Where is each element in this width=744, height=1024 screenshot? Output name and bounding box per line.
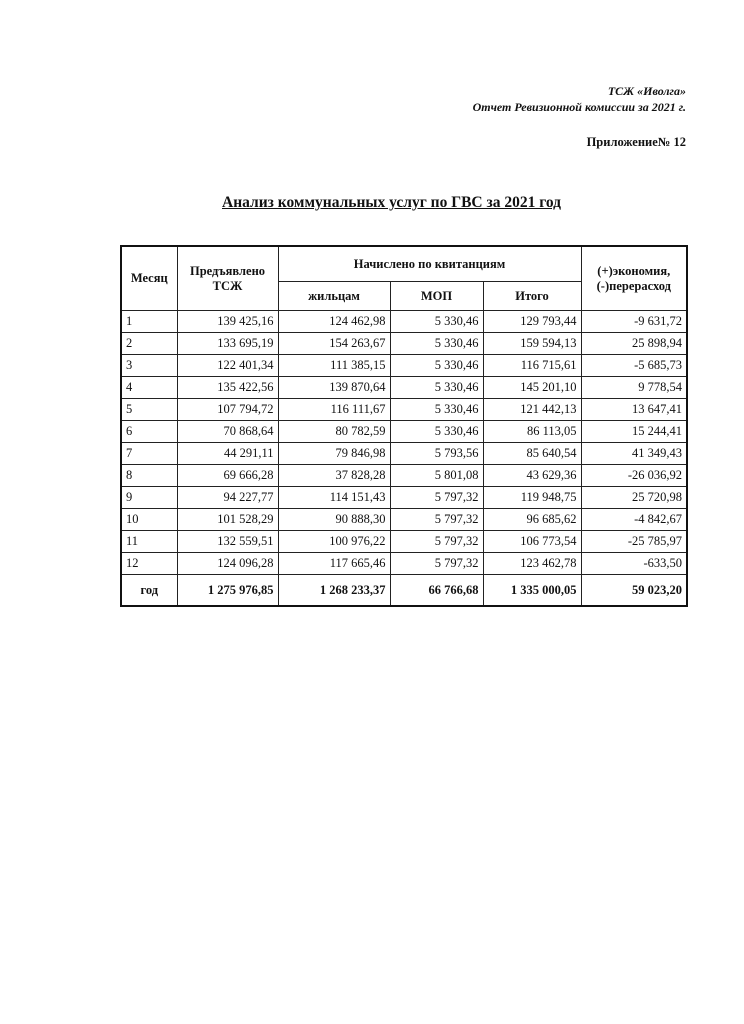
cell-residents: 80 782,59 [278,421,390,443]
cell-diff: 25 898,94 [581,333,687,355]
header-mop: МОП [390,282,483,311]
table-row [121,465,687,487]
cell-mop: 5 797,32 [390,487,483,509]
utility-table [120,245,688,607]
cell-mop: 5 797,32 [390,509,483,531]
cell-diff: -9 631,72 [581,311,687,333]
cell-residents: 111 385,15 [278,355,390,377]
cell-mop: 5 330,46 [390,377,483,399]
cell-total: 86 113,05 [483,421,581,443]
table-row [121,333,687,355]
cell-residents: 139 870,64 [278,377,390,399]
cell-diff: 15 244,41 [581,421,687,443]
cell-residents: 79 846,98 [278,443,390,465]
cell-presented: 139 425,16 [177,311,278,333]
cell-presented: 101 528,29 [177,509,278,531]
cell-total: 116 715,61 [483,355,581,377]
header-diff: (+)экономия, (-)перерасход [581,246,687,311]
table-row [121,377,687,399]
page-title: Анализ коммунальных услуг по ГВС за 2021 год [222,194,562,211]
cell-residents: 37 828,28 [278,465,390,487]
cell-mop: 5 330,46 [390,333,483,355]
table-body [121,311,687,575]
cell-diff: -633,50 [581,553,687,575]
cell-total: 85 640,54 [483,443,581,465]
totals-label: год [121,575,177,607]
cell-month: 5 [121,399,177,421]
cell-month: 11 [121,531,177,553]
cell-residents: 90 888,30 [278,509,390,531]
header-month: Месяц [121,246,177,311]
cell-presented: 70 868,64 [177,421,278,443]
header-charged: Начислено по квитанциям [278,246,581,282]
cell-mop: 5 330,46 [390,421,483,443]
cell-month: 3 [121,355,177,377]
totals-residents: 1 268 233,37 [278,575,390,607]
cell-presented: 44 291,11 [177,443,278,465]
cell-mop: 5 793,56 [390,443,483,465]
cell-total: 119 948,75 [483,487,581,509]
cell-presented: 69 666,28 [177,465,278,487]
cell-total: 123 462,78 [483,553,581,575]
cell-presented: 124 096,28 [177,553,278,575]
header-residents: жильцам [278,282,390,311]
cell-month: 12 [121,553,177,575]
cell-mop: 5 330,46 [390,399,483,421]
cell-total: 129 793,44 [483,311,581,333]
cell-presented: 107 794,72 [177,399,278,421]
totals-row [121,575,687,607]
totals-diff: 59 023,20 [581,575,687,607]
appendix-number: Приложение№ 12 [586,135,686,149]
report-name: Отчет Ревизионной комиссии за 2021 г. [472,100,686,114]
table-row [121,355,687,377]
cell-mop: 5 330,46 [390,355,483,377]
totals-presented: 1 275 976,85 [177,575,278,607]
cell-presented: 94 227,77 [177,487,278,509]
cell-diff: -25 785,97 [581,531,687,553]
cell-month: 10 [121,509,177,531]
cell-diff: 41 349,43 [581,443,687,465]
cell-month: 1 [121,311,177,333]
table-row [121,421,687,443]
cell-mop: 5 330,46 [390,311,483,333]
cell-total: 43 629,36 [483,465,581,487]
cell-residents: 117 665,46 [278,553,390,575]
cell-diff: 9 778,54 [581,377,687,399]
org-name: ТСЖ «Иволга» [607,84,686,98]
cell-residents: 154 263,67 [278,333,390,355]
cell-total: 121 442,13 [483,399,581,421]
table-row [121,487,687,509]
header-presented: Предъявлено ТСЖ [177,246,278,311]
table-row [121,509,687,531]
cell-diff: -26 036,92 [581,465,687,487]
cell-month: 2 [121,333,177,355]
table-row [121,531,687,553]
cell-diff: -5 685,73 [581,355,687,377]
cell-residents: 114 151,43 [278,487,390,509]
cell-residents: 116 111,67 [278,399,390,421]
cell-diff: 25 720,98 [581,487,687,509]
cell-total: 106 773,54 [483,531,581,553]
table-row [121,443,687,465]
cell-month: 6 [121,421,177,443]
cell-residents: 124 462,98 [278,311,390,333]
cell-mop: 5 797,32 [390,531,483,553]
cell-presented: 135 422,56 [177,377,278,399]
cell-total: 159 594,13 [483,333,581,355]
cell-mop: 5 797,32 [390,553,483,575]
cell-month: 7 [121,443,177,465]
cell-presented: 133 695,19 [177,333,278,355]
table-row [121,311,687,333]
cell-total: 145 201,10 [483,377,581,399]
totals-mop: 66 766,68 [390,575,483,607]
cell-month: 4 [121,377,177,399]
cell-presented: 122 401,34 [177,355,278,377]
cell-residents: 100 976,22 [278,531,390,553]
cell-month: 8 [121,465,177,487]
cell-presented: 132 559,51 [177,531,278,553]
cell-month: 9 [121,487,177,509]
table-row [121,553,687,575]
cell-diff: -4 842,67 [581,509,687,531]
header-total: Итого [483,282,581,311]
cell-mop: 5 801,08 [390,465,483,487]
cell-diff: 13 647,41 [581,399,687,421]
cell-total: 96 685,62 [483,509,581,531]
totals-total: 1 335 000,05 [483,575,581,607]
table-row [121,399,687,421]
